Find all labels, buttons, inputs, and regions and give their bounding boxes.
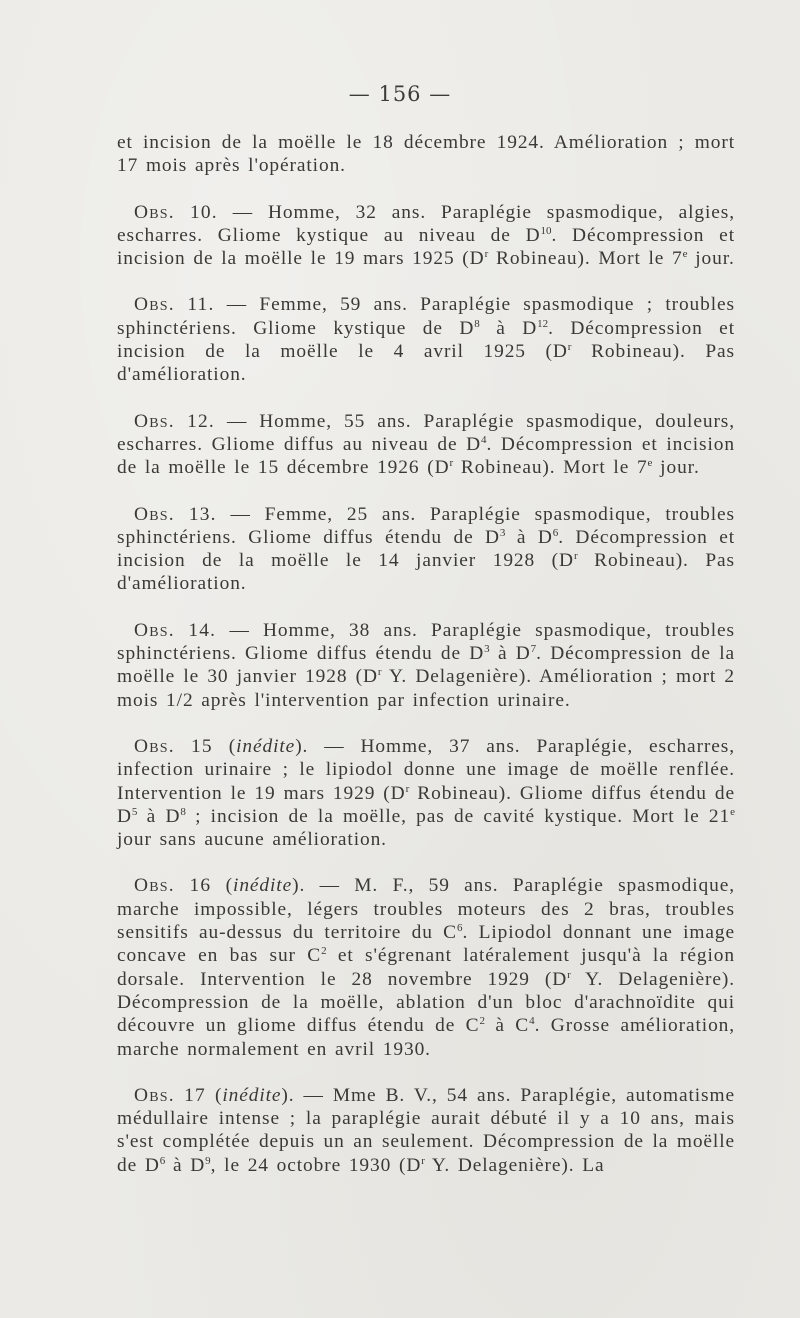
text-run: — Femme, 59 ans. Paraplégie spasmodique ; troubles sphinctériens. Gliome kystique de D bbox=[117, 294, 735, 339]
superscript: 3 bbox=[484, 643, 490, 656]
superscript: 4 bbox=[481, 433, 487, 446]
superscript: 2 bbox=[321, 945, 327, 958]
superscript: 6 bbox=[552, 526, 559, 539]
superscript: r bbox=[405, 782, 410, 795]
text-run: , le 24 octobre 1930 (D bbox=[210, 1154, 422, 1176]
observation-paragraph bbox=[117, 503, 735, 596]
page-number-header: — 156 — bbox=[348, 82, 452, 106]
text-run: jour. bbox=[687, 248, 735, 270]
text-run: ( bbox=[212, 735, 237, 757]
body-text bbox=[117, 131, 735, 1177]
observation-label: Obs. 16 bbox=[134, 875, 212, 897]
text-run: à D bbox=[479, 317, 538, 339]
superscript: 6 bbox=[456, 922, 463, 935]
observations-list bbox=[117, 201, 735, 1177]
observation-label: Obs. 17 bbox=[134, 1084, 206, 1106]
text-run: à D bbox=[489, 643, 531, 665]
observation-label: Obs. 12. bbox=[134, 410, 215, 432]
superscript: e bbox=[682, 248, 688, 261]
superscript: r bbox=[449, 457, 454, 470]
text-run: . Décompression de la moëlle le 30 janvier 1928 (D bbox=[117, 643, 735, 688]
superscript: r bbox=[567, 968, 571, 981]
observation-label: Obs. 15 bbox=[134, 735, 213, 757]
observation-paragraph bbox=[117, 874, 735, 1060]
italic-text: inédite bbox=[233, 875, 293, 897]
superscript: 10 bbox=[540, 224, 552, 237]
observation-paragraph bbox=[117, 735, 735, 851]
italic-text: inédite bbox=[236, 735, 296, 757]
text-run: à C bbox=[484, 1015, 530, 1037]
text-run: Robineau). Mort le 7 bbox=[453, 457, 648, 479]
observation-label: Obs. 10. bbox=[134, 201, 218, 223]
text-run: ). — Homme, 37 ans. Paraplégie, escharres, infection urinaire ; le lipiodol donne une image de moëlle renflée. Intervention le 19 mars 1929 (D bbox=[117, 735, 735, 804]
superscript: r bbox=[421, 1154, 425, 1167]
observation-label: Obs. 14. bbox=[134, 619, 217, 641]
text-run: ). — Mme B. V., 54 ans. Paraplégie, automatisme médullaire intense ; la paraplégie aurait débuté il y a 10 ans, mais s'est complétée depuis un an seulement. Décompression de la moëlle de D bbox=[117, 1084, 735, 1176]
text-run: . Grosse amélioration, marche normalement en avril 1930. bbox=[117, 1015, 736, 1060]
text-run: jour sans aucune amélioration. bbox=[117, 829, 387, 851]
observation-paragraph bbox=[117, 410, 735, 480]
text-run: . Décompression et incision de la moëlle le 15 décembre 1926 (D bbox=[117, 433, 735, 479]
superscript: 5 bbox=[131, 805, 138, 818]
superscript: e bbox=[730, 805, 736, 818]
superscript: 8 bbox=[474, 317, 480, 330]
text-run: Robineau). Gliome diffus étendu de D bbox=[117, 782, 735, 827]
text-run: ( bbox=[211, 875, 234, 897]
superscript: r bbox=[567, 341, 572, 354]
superscript: 3 bbox=[499, 526, 506, 539]
superscript: r bbox=[573, 550, 578, 563]
text-run: à D bbox=[505, 526, 553, 548]
text-run: Robineau). Mort le 7 bbox=[488, 248, 683, 270]
text-run: et s'égrenant latéralement jusqu'à la région dorsale. Intervention le 28 novembre 1929 (D bbox=[117, 945, 735, 990]
text-run: — Homme, 55 ans. Paraplégie spasmodique, douleurs, escharres. Gliome diffus au niveau de D bbox=[117, 410, 735, 455]
text-run: Y. Delagenière). Décompression de la moëlle, ablation d'un bloc d'arachnoïdite qui découvre un gliome diffus étendu de C bbox=[117, 968, 735, 1037]
text-run: ; incision de la moëlle, pas de cavité kystique. Mort le 21 bbox=[185, 805, 731, 827]
superscript: 9 bbox=[205, 1154, 211, 1167]
observation-label: Obs. 11. bbox=[134, 294, 215, 316]
text-run: Robineau). Pas d'amélioration. bbox=[117, 550, 735, 595]
text-run: ). — M. F., 59 ans. Paraplégie spasmodique, marche impossible, légers troubles moteurs des 2 bras, troubles sensitifs au-dessus du territoire du C bbox=[117, 875, 735, 944]
observation-paragraph bbox=[117, 1084, 735, 1177]
continuation-paragraph: et incision de la moëlle le 18 décembre 1924. Amélioration ; mort 17 mois après l'opération. bbox=[117, 132, 735, 177]
text-run: ( bbox=[205, 1084, 223, 1106]
superscript: 6 bbox=[159, 1154, 166, 1167]
text-run: à D bbox=[165, 1154, 206, 1176]
observation-paragraph bbox=[117, 619, 735, 712]
superscript: r bbox=[377, 666, 382, 679]
text-run: . Décompression et incision de la moëlle le 14 janvier 1928 (D bbox=[117, 526, 735, 572]
superscript: 4 bbox=[529, 1015, 535, 1028]
text-run: — Femme, 25 ans. Paraplégie spasmodique, troubles sphinctériens. Gliome diffus étendu de D bbox=[117, 503, 735, 548]
text-run: . Lipiodol donnant une image concave en bas sur C bbox=[117, 922, 735, 967]
italic-text: inédite bbox=[222, 1084, 282, 1106]
observation-label: Obs. 13. bbox=[134, 503, 217, 525]
superscript: r bbox=[484, 248, 489, 261]
observation-paragraph bbox=[117, 293, 735, 386]
superscript: 7 bbox=[530, 643, 537, 656]
text-run: — Homme, 38 ans. Paraplégie spasmodique, troubles sphinctériens. Gliome diffus étendu de D bbox=[117, 619, 735, 665]
observation-paragraph bbox=[117, 201, 735, 271]
text-run: . Décompression et incision de la moëlle le 4 avril 1925 (D bbox=[117, 317, 735, 363]
text-run: — Homme, 32 ans. Paraplégie spasmodique, algies, escharres. Gliome kystique au niveau de D bbox=[117, 201, 735, 246]
text-run: Robineau). Pas d'amélioration. bbox=[117, 341, 735, 386]
superscript: 2 bbox=[479, 1015, 485, 1028]
text-run: à D bbox=[137, 805, 181, 827]
text-run: jour. bbox=[652, 457, 700, 479]
superscript: 12 bbox=[537, 317, 549, 330]
superscript: e bbox=[647, 457, 653, 470]
text-run: . Décompression et incision de la moëlle le 19 mars 1925 (D bbox=[117, 224, 735, 270]
superscript: 8 bbox=[180, 805, 186, 818]
text-run: Y. Delagenière). La bbox=[424, 1154, 605, 1176]
text-run: Y. Delagenière). Amélioration ; mort 2 mois 1/2 après l'intervention par infection urinaire. bbox=[117, 666, 735, 711]
